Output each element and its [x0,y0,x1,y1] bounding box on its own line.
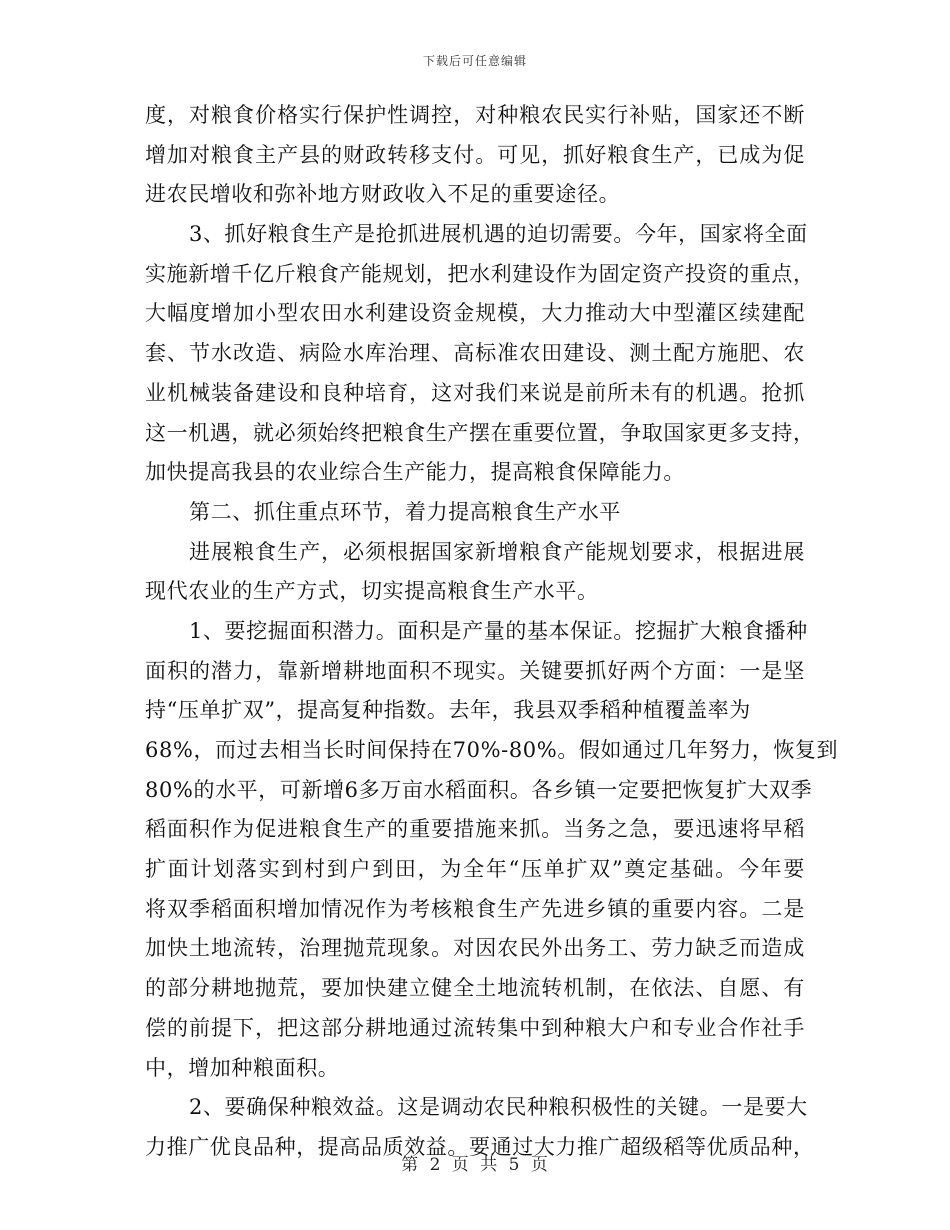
text-line: 套、节水改造、病险水库治理、高标准农田建设、测土配方施肥、农 [145,341,805,366]
text-line: 面积的潜力，靠新增耕地面积不现实。关键要抓好两个方面：一是坚 [145,658,805,683]
text-line: 度，对粮食价格实行保护性调控，对种粮农民实行补贴，国家还不断 [145,103,805,127]
text-line: 68%，而过去相当长时间保持在70%-80%。假如通过几年努力，恢复到 [145,738,839,762]
section-heading: 第二、抓住重点环节，着力提高粮食生产水平 [189,499,621,524]
text-line: 持“压单扩双”，提高复种指数。去年，我县双季稻种植覆盖率为 [145,698,751,723]
text-line: 现代农业的生产方式，切实提高粮食生产水平。 [145,579,599,604]
page-number: 第 2 页 共 5 页 [401,1155,549,1175]
text-line: 将双季稻面积增加情况作为考核粮食生产先进乡镇的重要内容。二是 [145,896,805,921]
text-line: 中，增加种粮面积。 [145,1055,340,1080]
text-line: 加快土地流转，治理抛荒现象。对因农民外出务工、劳力缺乏而造成 [145,936,805,961]
text-line: 业机械装备建设和良种培育，这对我们来说是前所未有的机遇。抢抓 [145,380,805,405]
text-line: 增加对粮食主产县的财政转移支付。可见，抓好粮食生产，已成为促 [145,142,805,167]
text-line: 大幅度增加小型农田水利建设资金规模，大力推动大中型灌区续建配 [145,301,805,326]
text-line: 偿的前提下，把这部分耕地通过流转集中到种粮大户和专业合作社手 [145,1015,805,1040]
page-header: 下载后可任意编辑 [422,54,527,68]
text-line: 进农民增收和弥补地方财政收入不足的重要途径。 [145,182,621,207]
text-line: 80%的水平，可新增6多万亩水稻面积。各乡镇一定要把恢复扩大双季 [145,777,813,802]
text-line: 实施新增千亿斤粮食产能规划，把水利建设作为固定资产投资的重点， [145,261,815,286]
text-line: 这一机遇，就必须始终把粮食生产摆在重要位置，争取国家更多支持， [145,420,815,445]
text-line: 3、抓好粮食生产是抢抓进展机遇的迫切需要。今年，国家将全面 [189,222,808,247]
text-line: 1、要挖掘面积潜力。面积是产量的基本保证。挖掘扩大粮食播种 [189,618,808,643]
text-line: 2、要确保种粮效益。这是调动农民种粮积极性的关键。一是要大 [189,1095,808,1120]
document-body [145,96,839,1168]
text-line: 加快提高我县的农业综合生产能力，提高粮食保障能力。 [145,460,685,485]
text-line: 扩面计划落实到村到户到田，为全年“压单扩双”奠定基础。今年要 [145,857,805,882]
text-line: 的部分耕地抛荒，要加快建立健全土地流转机制，在依法、自愿、有 [145,976,805,1001]
text-line: 力推广优良品种，提高品质效益。要通过大力推广超级稻等优质品种， [145,1134,815,1159]
text-line: 进展粮食生产，必须根据国家新增粮食产能规划要求，根据进展 [189,539,805,564]
text-line: 稻面积作为促进粮食生产的重要措施来抓。当务之急，要迅速将早稻 [145,817,805,842]
